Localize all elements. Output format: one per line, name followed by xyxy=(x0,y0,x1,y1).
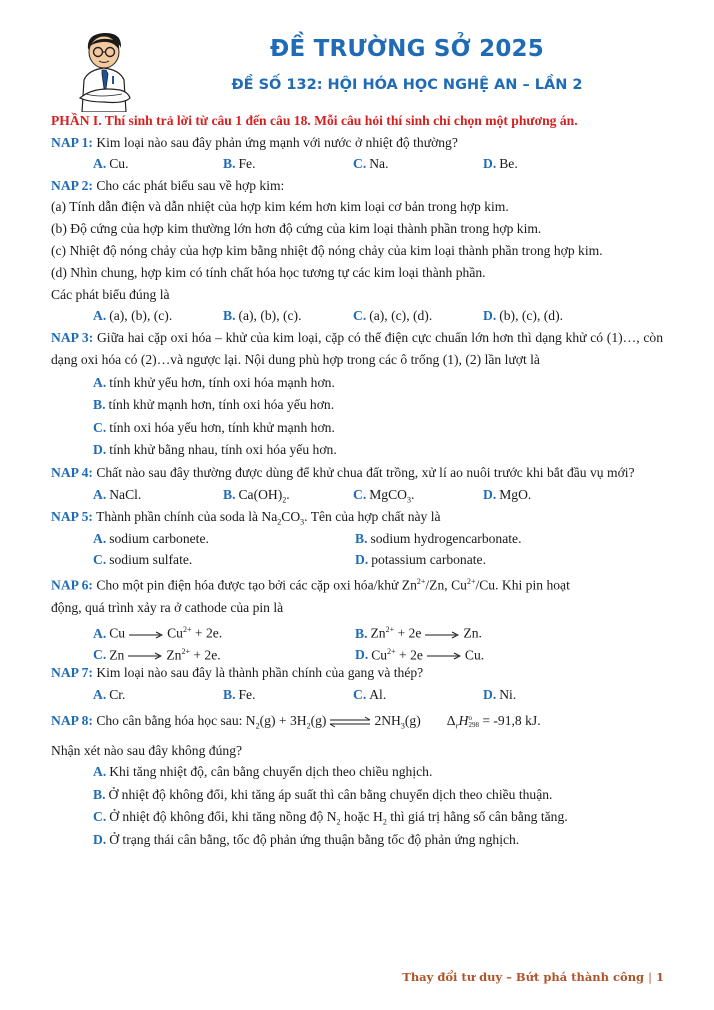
question-label: NAP 4: xyxy=(51,464,93,480)
question-label: NAP 6: xyxy=(51,577,93,593)
option-c: C. MgCO$_3$. xyxy=(353,487,415,506)
question-5: NAP 5: Thành phần chính của soda là $Na_2CO_3$. Tên của hợp chất này là xyxy=(51,508,441,527)
question-label: NAP 2: xyxy=(51,177,93,193)
option-c: C. Na. xyxy=(353,156,389,172)
question-text: Giữa hai cặp oxi hóa – khử của kim loại, cặp có thế điện cực chuẩn lớn hơn thì dạng khử có (1)…, còn dạng oxi hóa có (2)…và ngược lại. Nội dung phù hợp trong các ô trống (1), (2) lần lượt là xyxy=(51,329,663,368)
statement-a: (a) Tính dẫn điện và dẫn nhiệt của hợp kim kém hơn kim loại cơ bản trong hợp kim. xyxy=(51,199,509,215)
statement-d: (d) Nhìn chung, hợp kim có tính chất hóa học tương tự các kim loại thành phần. xyxy=(51,265,486,281)
page-title: ĐỀ TRƯỜNG SỞ 2025 xyxy=(270,36,544,62)
question-1 xyxy=(51,132,663,154)
footer-separator: | xyxy=(648,970,652,984)
question-2 xyxy=(51,175,663,197)
option-a: A. sodium carbonete. xyxy=(93,530,209,546)
question-4-options xyxy=(51,484,663,506)
option-a: A. Cu $Cu^{2+} + 2e$. xyxy=(93,625,223,641)
question-7-options xyxy=(51,684,663,706)
page-header xyxy=(0,0,714,112)
option-b: B. Fe. xyxy=(223,156,256,172)
question-3 xyxy=(51,327,663,372)
option-a: A. NaCl. xyxy=(93,487,142,503)
option-a: A. Khi tăng nhiệt độ, cân bằng chuyển dịch theo chiều nghịch. xyxy=(93,764,433,780)
section-heading: PHẦN I. Thí sinh trả lời từ câu 1 đến câu 18. Mỗi câu hỏi thí sinh chỉ chọn một phương án. xyxy=(51,113,578,128)
enthalpy-expression: $\Delta_rH$ o 298 = -91,8 kJ. xyxy=(446,712,541,731)
option-b: B. Fe. xyxy=(223,687,256,703)
option-d: D. MgO. xyxy=(483,487,532,503)
arrow-right-icon xyxy=(128,652,162,660)
question-label: NAP 8: xyxy=(51,712,93,728)
option-a: A. Cu. xyxy=(93,156,129,172)
question-1-options xyxy=(51,153,663,175)
question-2-options xyxy=(51,305,663,327)
footer-slogan: Thay đổi tư duy – Bứt phá thành công xyxy=(402,970,645,984)
question-7 xyxy=(51,662,663,684)
option-d: D. tính khử bằng nhau, tính oxi hóa yếu hơn. xyxy=(93,442,337,458)
question-prompt: Nhận xét nào sau đây không đúng? xyxy=(51,742,243,758)
statement-b: (b) Độ cứng của hợp kim thường lớn hơn độ cứng của kim loại thành phần trong hợp kim. xyxy=(51,220,542,236)
option-c: C. sodium sulfate. xyxy=(93,552,193,568)
option-a: A. Cr. xyxy=(93,687,126,703)
option-d: D. (b), (c), (d). xyxy=(483,308,563,324)
option-d: D. potassium carbonate. xyxy=(355,552,486,568)
equilibrium-arrows-icon xyxy=(328,716,372,728)
option-d: D. Ở trạng thái cân bằng, tốc độ phản ứng thuận bằng tốc độ phản ứng nghịch. xyxy=(93,831,520,847)
option-b: B. (a), (b), (c). xyxy=(223,308,302,324)
option-a: A. tính khử yếu hơn, tính oxi hóa mạnh hơn. xyxy=(93,374,335,390)
question-6-options-row2 xyxy=(51,641,663,663)
question-label: NAP 7: xyxy=(51,665,93,681)
option-d: D. $Cu^{2+} + 2e$ Cu. xyxy=(355,646,485,663)
option-d: D. Ni. xyxy=(483,687,517,703)
option-c: C. tính oxi hóa yếu hơn, tính khử mạnh hơn. xyxy=(93,419,335,435)
option-b: B. $Zn^{2+} + 2e$ Zn. xyxy=(355,625,482,641)
question-text: Chất nào sau đây thường được dùng để khử chua đất trồng, xử lí ao nuôi trước khi bắt đầu vụ mới? xyxy=(92,464,635,480)
arrow-right-icon xyxy=(129,631,163,639)
option-d: D. Be. xyxy=(483,156,518,172)
question-6-options-row1 xyxy=(51,619,663,641)
arrow-right-icon xyxy=(427,652,461,660)
page-number: 1 xyxy=(655,970,664,984)
question-label: NAP 3: xyxy=(51,329,94,345)
option-c: C. Ở nhiệt độ không đổi, khi tăng nồng độ $N_2$ hoặc $H_2$ thì giá trị hằng số cân bằng tăng. xyxy=(93,809,568,827)
option-c: C. (a), (c), (d). xyxy=(353,308,433,324)
question-text: Kim loại nào sau đây phản ứng mạnh với nước ở nhiệt độ thường? xyxy=(92,134,458,150)
option-c: C. Zn $Zn^{2+} + 2e$. xyxy=(93,646,221,663)
question-6: NAP 6: Cho một pin điện hóa được tạo bởi các cặp oxi hóa/khử $Zn^{2+}/Zn$, $Cu^{2+}/Cu$. Khi pin hoạt động, quá trình xảy ra ở cathode của pin là xyxy=(51,576,570,615)
exam-content xyxy=(51,110,663,851)
page-subtitle: ĐỀ SỐ 132: HỘI HÓA HỌC NGHỆ AN – LẦN 2 xyxy=(231,77,583,93)
question-text: Kim loại nào sau đây là thành phần chính của gang và thép? xyxy=(92,665,424,681)
question-text: Cho các phát biểu sau về hợp kim: xyxy=(92,177,285,193)
option-b: B. tính khử mạnh hơn, tính oxi hóa yếu hơn. xyxy=(93,397,335,413)
question-prompt: Các phát biểu đúng là xyxy=(51,286,170,302)
arrow-right-icon xyxy=(425,631,459,639)
option-a: A. (a), (b), (c). xyxy=(93,308,173,324)
question-5-options-row2 xyxy=(51,549,663,571)
question-5-options-row1 xyxy=(51,528,663,550)
option-b: B. Ở nhiệt độ không đổi, khi tăng áp suất thì cân bằng chuyển dịch theo chiều thuận. xyxy=(93,786,553,802)
page-footer xyxy=(402,970,664,984)
question-label: NAP 5: xyxy=(51,508,93,524)
option-b: B. $Ca(OH)_2$. xyxy=(223,487,290,506)
option-b: B. sodium hydrogencarbonate. xyxy=(355,530,522,546)
question-4 xyxy=(51,462,663,485)
option-c: C. Al. xyxy=(353,687,387,703)
statement-c: (c) Nhiệt độ nóng chảy của hợp kim bằng nhiệt độ nóng chảy của kim loại thành phần trong hợp kim. xyxy=(51,242,603,258)
question-8: NAP 8: Cho cân bằng hóa học sau: $N_2(g) + 3H_2(g)$ $2NH_3(g)$ $\Delta_rH$ o 298 = -91,8 kJ. xyxy=(51,712,541,731)
question-label: NAP 1: xyxy=(51,134,93,150)
